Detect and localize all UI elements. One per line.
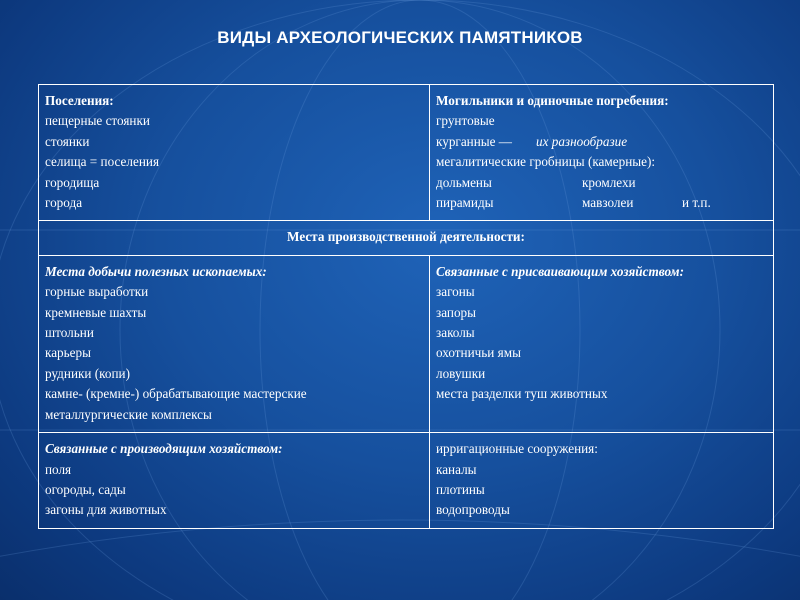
list-item: охотничьи ямы [436, 345, 521, 361]
burials-cell [430, 85, 774, 221]
mining-heading: Места добычи полезных ископаемых: [45, 263, 267, 279]
list-item: плотины [436, 481, 485, 497]
monuments-table [38, 84, 774, 529]
production-heading: Места производственной деятельности: [39, 221, 774, 255]
table-row [39, 85, 774, 221]
list-item: города [45, 195, 83, 211]
list-item: рудники (копи) [45, 365, 130, 381]
variety-note: их разнообразие [536, 133, 628, 149]
list-item: грунтовые [436, 113, 495, 129]
list-item: кремневые шахты [45, 304, 147, 320]
list-item: стоянки [45, 133, 90, 149]
list-item: поля [45, 461, 72, 477]
list-item: загоны [436, 284, 475, 300]
table-row [39, 433, 774, 529]
list-item [436, 193, 767, 213]
list-item: огороды, сады [45, 481, 126, 497]
list-item: заколы [436, 325, 475, 341]
list-item: мегалитические гробницы (камерные): [436, 154, 656, 170]
settlements-cell [39, 85, 430, 221]
list-item: места разделки туш животных [436, 386, 608, 402]
list-item: горные выработки [45, 284, 149, 300]
producing-heading: Связанные с производящим хозяйством: [45, 441, 283, 457]
kurgan-label: курганные — [436, 133, 512, 149]
list-item: металлургические комплексы [45, 406, 212, 422]
cromlechs-label: кромлехи [582, 174, 636, 190]
pyramids-label: пирамиды [436, 195, 494, 211]
producing-cell [39, 433, 430, 529]
mining-cell [39, 255, 430, 432]
table-row [39, 221, 774, 255]
list-item [436, 173, 767, 193]
list-item: ловушки [436, 365, 486, 381]
list-item: штольни [45, 325, 94, 341]
page-title: ВИДЫ АРХЕОЛОГИЧЕСКИХ ПАМЯТНИКОВ [217, 28, 583, 47]
dolmens-label: дольмены [436, 174, 492, 190]
list-item: городища [45, 174, 100, 190]
list-item: пещерные стоянки [45, 113, 150, 129]
list-item: карьеры [45, 345, 91, 361]
burials-heading: Могильники и одиночные погребения: [436, 93, 669, 108]
irrigation-heading: ирригационные сооружения: [436, 441, 598, 457]
settlements-heading: Поселения: [45, 93, 114, 108]
list-item: запоры [436, 304, 476, 320]
mausoleums-label: мавзолеи [582, 195, 634, 211]
list-item [436, 132, 767, 152]
list-item: водопроводы [436, 502, 510, 518]
list-item: селища = поселения [45, 154, 160, 170]
etc-label: и т.п. [682, 195, 711, 211]
list-item: камне- (кремне-) обрабатывающие мастерские [45, 386, 307, 402]
list-item: загоны для животных [45, 502, 167, 518]
appropriating-heading: Связанные с присваивающим хозяйством: [436, 263, 684, 279]
irrigation-cell [430, 433, 774, 529]
appropriating-cell [430, 255, 774, 432]
list-item: каналы [436, 461, 477, 477]
table-row [39, 255, 774, 432]
